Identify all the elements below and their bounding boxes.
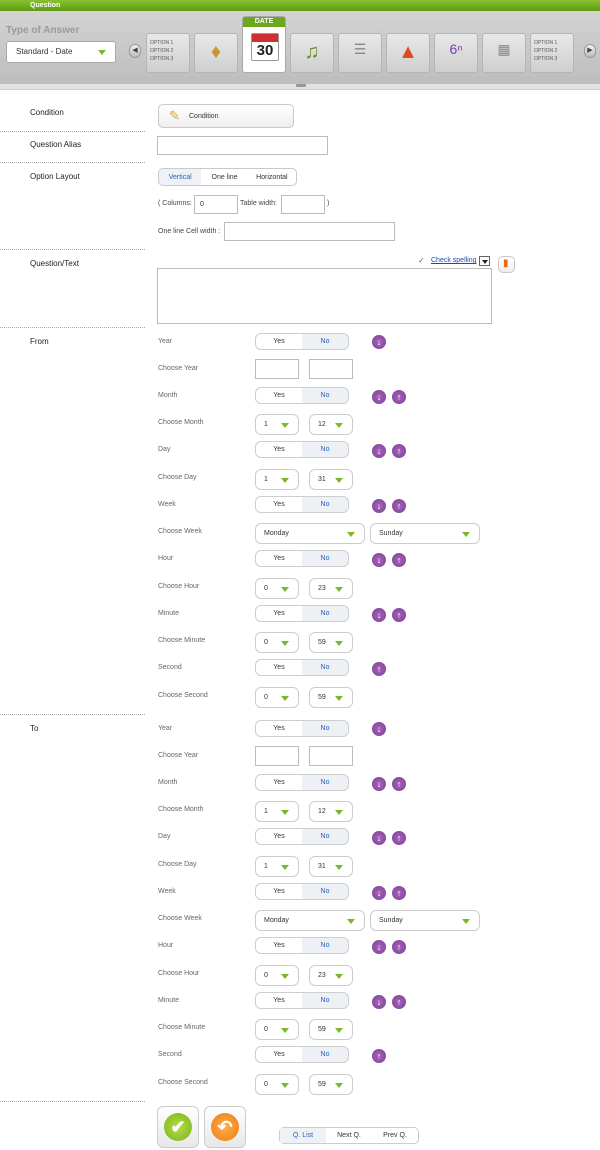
move-down-button[interactable]: ↓ [372, 995, 386, 1009]
tile-grid-options[interactable] [482, 33, 526, 73]
question-alias-label: Question Alias [30, 140, 82, 149]
move-down-button[interactable]: ↓ [372, 390, 386, 404]
chevron-down-icon [98, 50, 106, 55]
spellcheck-icon: ✓ [418, 256, 425, 265]
yes-option[interactable]: Yes [273, 779, 285, 786]
move-up-button[interactable]: ↑ [392, 444, 406, 458]
no-option[interactable]: No [302, 1047, 348, 1062]
chevron-down-icon [462, 919, 470, 924]
from-label: From [30, 337, 49, 346]
to-choose-day-label: Choose Day [158, 861, 197, 868]
yes-option[interactable]: Yes [273, 888, 285, 895]
move-down-button[interactable]: ↓ [372, 553, 386, 567]
no-option[interactable]: No [302, 334, 348, 349]
tag-icon: ♦ [210, 41, 222, 63]
to-week-toggle [255, 883, 349, 900]
from-week-start-select[interactable]: Monday [255, 523, 365, 544]
chevron-down-icon [281, 1028, 289, 1033]
spelling-options-button[interactable] [479, 256, 490, 266]
move-down-button[interactable]: ↓ [372, 940, 386, 954]
separator [0, 714, 145, 715]
window-title: Question [0, 0, 600, 11]
to-day-start-select[interactable]: 1 [255, 856, 299, 877]
from-day-label: Day [158, 446, 171, 453]
from-month-end-select[interactable]: 12 [309, 414, 353, 435]
move-up-button[interactable]: ↑ [392, 553, 406, 567]
to-minute-toggle [255, 992, 349, 1009]
move-up-button[interactable]: ↑ [392, 608, 406, 622]
to-day-label: Day [158, 833, 171, 840]
tile-date[interactable] [242, 16, 286, 73]
to-minute-end-select[interactable]: 59 [309, 1019, 353, 1040]
option-layout-segmented [158, 168, 297, 186]
yes-option[interactable]: Yes [273, 338, 285, 345]
question-alias-input[interactable] [157, 136, 328, 155]
yes-option[interactable]: Yes [273, 392, 285, 399]
to-minute-label: Minute [158, 997, 180, 1004]
from-month-toggle [255, 387, 349, 404]
columns-label: ( Columns: [158, 200, 192, 207]
no-option[interactable]: No [302, 775, 348, 790]
to-year-end-input[interactable] [309, 746, 353, 766]
chevron-down-icon [347, 532, 355, 537]
to-year-toggle [255, 720, 349, 737]
pin-icon: ▮ [503, 258, 509, 269]
to-choose-year-label: Choose Year [158, 752, 199, 759]
tile-checkbox-options[interactable] [146, 33, 190, 73]
to-hour-label: Hour [158, 942, 174, 949]
to-choose-week-label: Choose Week [158, 915, 202, 922]
from-second-toggle [255, 659, 349, 676]
chevron-down-icon [335, 810, 343, 815]
no-option[interactable]: No [302, 884, 348, 899]
to-minute-start-select[interactable]: 0 [255, 1019, 299, 1040]
to-day-end-select[interactable]: 31 [309, 856, 353, 877]
chevron-down-icon [335, 974, 343, 979]
no-option[interactable]: No [302, 551, 348, 566]
cell-width-input[interactable] [224, 222, 395, 241]
move-up-button[interactable]: ↑ [392, 831, 406, 845]
from-second-label: Second [158, 664, 182, 671]
next-question-button[interactable]: Next Q. [337, 1132, 361, 1139]
check-spelling-link[interactable]: Check spelling [431, 257, 477, 264]
separator [0, 131, 145, 132]
from-second-start-select[interactable]: 0 [255, 687, 299, 708]
chevron-down-icon [335, 478, 343, 483]
to-week-start-select[interactable]: Monday [255, 910, 365, 931]
from-day-end-select[interactable]: 31 [309, 469, 353, 490]
chevron-down-icon [281, 641, 289, 646]
yes-option[interactable]: Yes [273, 997, 285, 1004]
yes-option[interactable]: Yes [273, 942, 285, 949]
chevron-down-icon [335, 587, 343, 592]
from-second-end-select[interactable]: 59 [309, 687, 353, 708]
tile-form-fields[interactable] [338, 33, 382, 73]
from-week-label: Week [158, 501, 176, 508]
from-choose-minute-label: Choose Minute [158, 637, 206, 644]
chevron-down-icon [347, 919, 355, 924]
from-choose-year-label: Choose Year [158, 365, 199, 372]
to-label: To [30, 724, 39, 733]
to-day-toggle [255, 828, 349, 845]
numbers-icon: 6ⁿ [449, 41, 463, 57]
from-choose-hour-label: Choose Hour [158, 583, 200, 590]
from-minute-toggle [255, 605, 349, 622]
condition-label: Condition [30, 108, 64, 117]
separator [0, 162, 145, 163]
move-up-button[interactable]: ↑ [392, 499, 406, 513]
from-day-start-select[interactable]: 1 [255, 469, 299, 490]
to-month-end-select[interactable]: 12 [309, 801, 353, 822]
from-hour-toggle [255, 550, 349, 567]
from-choose-month-label: Choose Month [158, 419, 204, 426]
move-up-button[interactable]: ↑ [392, 390, 406, 404]
undo-icon: ↶ [211, 1113, 239, 1141]
to-second-end-select[interactable]: 59 [309, 1074, 353, 1095]
to-hour-start-select[interactable]: 0 [255, 965, 299, 986]
chevron-down-icon [335, 865, 343, 870]
from-minute-start-select[interactable]: 0 [255, 632, 299, 653]
no-option[interactable]: No [302, 606, 348, 621]
chevron-down-icon [281, 810, 289, 815]
move-up-button[interactable]: ↑ [392, 940, 406, 954]
move-up-button[interactable]: ↑ [392, 886, 406, 900]
yes-option[interactable]: Yes [273, 664, 285, 671]
to-choose-minute-label: Choose Minute [158, 1024, 206, 1031]
to-month-start-select[interactable]: 1 [255, 801, 299, 822]
chevron-down-icon [281, 478, 289, 483]
to-hour-end-select[interactable]: 23 [309, 965, 353, 986]
chevron-down-icon [281, 696, 289, 701]
pin-button[interactable] [498, 256, 515, 273]
move-down-button[interactable]: ↓ [372, 777, 386, 791]
no-option[interactable]: No [302, 497, 348, 512]
from-hour-end-select[interactable]: 23 [309, 578, 353, 599]
chevron-down-icon [335, 696, 343, 701]
flame-icon: ▲ [398, 41, 418, 63]
to-month-label: Month [158, 779, 178, 786]
gallery-prev-button[interactable]: ◀ [129, 44, 141, 58]
tile-tag[interactable] [194, 33, 238, 73]
from-year-start-input[interactable] [255, 359, 299, 379]
tile-numbers[interactable] [434, 33, 478, 73]
yes-option[interactable]: Yes [273, 610, 285, 617]
to-second-label: Second [158, 1051, 182, 1058]
tile-radio-options[interactable] [530, 33, 574, 73]
from-minute-label: Minute [158, 610, 180, 617]
no-option[interactable]: No [302, 442, 348, 457]
from-choose-week-label: Choose Week [158, 528, 202, 535]
tile-flame[interactable] [386, 33, 430, 73]
chevron-down-icon [281, 423, 289, 428]
move-up-button[interactable]: ↑ [392, 777, 406, 791]
to-year-start-input[interactable] [255, 746, 299, 766]
move-down-button[interactable]: ↓ [372, 722, 386, 736]
chevron-down-icon [335, 1083, 343, 1088]
yes-option[interactable]: Yes [273, 501, 285, 508]
question-textarea[interactable] [157, 268, 492, 324]
chevron-down-icon [462, 532, 470, 537]
undo-button[interactable] [204, 1106, 246, 1148]
grid-options-icon: ▦ [497, 41, 511, 57]
to-second-toggle [255, 1046, 349, 1063]
pencil-icon: ✎ [169, 108, 180, 123]
separator [0, 327, 145, 328]
option-layout-label: Option Layout [30, 172, 80, 181]
radio-options-icon: OPTION 1 OPTION 2 OPTION 3 [534, 40, 558, 62]
move-down-button[interactable]: ↓ [372, 886, 386, 900]
cell-width-label: One line Cell width : [158, 228, 221, 235]
to-choose-second-label: Choose Second [158, 1079, 208, 1086]
chevron-down-icon [335, 641, 343, 646]
from-year-label: Year [158, 338, 173, 345]
to-choose-month-label: Choose Month [158, 806, 204, 813]
from-year-end-input[interactable] [309, 359, 353, 379]
yes-option[interactable]: Yes [273, 446, 285, 453]
condition-button-label: Condition [189, 113, 219, 120]
move-up-button[interactable]: ↑ [392, 995, 406, 1009]
from-week-toggle [255, 496, 349, 513]
from-week-end-select[interactable]: Sunday [370, 523, 480, 544]
tile-media[interactable] [290, 33, 334, 73]
table-width-label: Table width: [240, 200, 277, 207]
condition-button[interactable] [158, 104, 294, 128]
previous-question-button[interactable]: Prev Q. [383, 1132, 407, 1139]
to-hour-toggle [255, 937, 349, 954]
chevron-down-icon [281, 1083, 289, 1088]
layout-horizontal-option[interactable]: Horizontal [256, 173, 288, 181]
no-option[interactable]: No [302, 388, 348, 403]
resize-handle[interactable] [296, 84, 306, 87]
chevron-down-icon [335, 423, 343, 428]
gallery-title: Type of Answer [6, 25, 80, 36]
form-fields-icon: ☰ [353, 41, 367, 57]
question-nav [279, 1127, 419, 1144]
no-option[interactable]: No [302, 829, 348, 844]
chevron-down-icon [335, 1028, 343, 1033]
to-choose-hour-label: Choose Hour [158, 970, 200, 977]
answer-type-value: Standard - Date [16, 47, 73, 56]
from-year-toggle [255, 333, 349, 350]
yes-option[interactable]: Yes [273, 1051, 285, 1058]
chevron-down-icon [281, 974, 289, 979]
columns-input[interactable]: 0 [194, 195, 238, 214]
chevron-down-icon [281, 587, 289, 592]
layout-vertical-option[interactable]: Vertical [159, 169, 201, 185]
close-paren-label: ) [327, 200, 330, 207]
move-up-button[interactable]: ↑ [372, 662, 386, 676]
to-week-end-select[interactable]: Sunday [370, 910, 480, 931]
chevron-down-icon [482, 260, 488, 264]
move-down-button[interactable]: ↓ [372, 499, 386, 513]
move-down-button[interactable]: ↓ [372, 335, 386, 349]
to-month-toggle [255, 774, 349, 791]
layout-one-line-option[interactable]: One line [211, 173, 238, 181]
separator [0, 249, 145, 250]
yes-option[interactable]: Yes [273, 725, 285, 732]
no-option[interactable]: No [302, 938, 348, 953]
from-choose-day-label: Choose Day [158, 474, 197, 481]
to-second-start-select[interactable]: 0 [255, 1074, 299, 1095]
separator [0, 1101, 145, 1102]
move-up-button[interactable]: ↑ [372, 1049, 386, 1063]
from-month-start-select[interactable]: 1 [255, 414, 299, 435]
save-button[interactable] [157, 1106, 199, 1148]
question-list-button[interactable]: Q. List [280, 1128, 326, 1143]
from-hour-label: Hour [158, 555, 174, 562]
media-icon: ♫ [304, 41, 320, 63]
answer-type-select[interactable] [6, 41, 116, 63]
table-width-input[interactable] [281, 195, 325, 214]
gallery-next-button[interactable]: ▶ [584, 44, 596, 58]
no-option[interactable]: No [302, 660, 348, 675]
from-hour-start-select[interactable]: 0 [255, 578, 299, 599]
from-day-toggle [255, 441, 349, 458]
yes-option[interactable]: Yes [273, 555, 285, 562]
to-year-label: Year [158, 725, 173, 732]
checkmark-icon: ✔ [164, 1113, 192, 1141]
move-down-button[interactable]: ↓ [372, 831, 386, 845]
move-down-button[interactable]: ↓ [372, 444, 386, 458]
yes-option[interactable]: Yes [273, 833, 285, 840]
from-choose-second-label: Choose Second [158, 692, 208, 699]
to-week-label: Week [158, 888, 176, 895]
no-option[interactable]: No [302, 721, 348, 736]
chevron-down-icon [281, 865, 289, 870]
move-down-button[interactable]: ↓ [372, 608, 386, 622]
from-month-label: Month [158, 392, 178, 399]
checkbox-options-icon: OPTION 1 OPTION 2 OPTION 3 [150, 40, 174, 62]
answer-type-gallery [0, 11, 600, 84]
tile-date-label: DATE [243, 17, 285, 27]
question-text-label: Question/Text [30, 259, 79, 268]
calendar-icon: 30 [251, 33, 279, 61]
no-option[interactable]: No [302, 993, 348, 1008]
from-minute-end-select[interactable]: 59 [309, 632, 353, 653]
